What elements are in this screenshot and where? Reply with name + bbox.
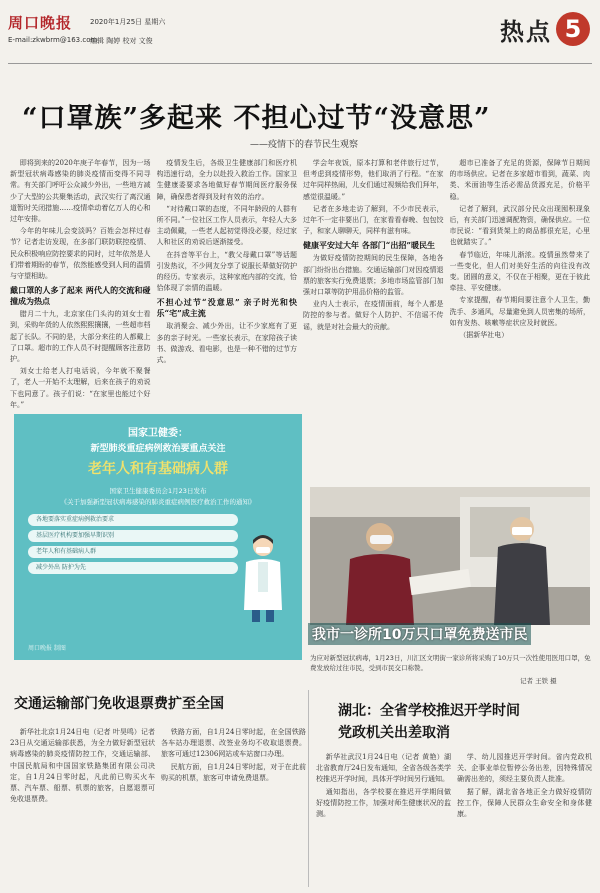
section-title: 热点	[500, 18, 552, 46]
article-column	[10, 727, 155, 887]
column-divider	[308, 690, 309, 887]
article3-headline: 湖北：全省学校推迟开学时间	[338, 703, 520, 719]
poster-item: 各地要落实重症病例救治要求	[28, 514, 238, 526]
paragraph: 超市已准备了充足的货源，保障节日期间的市场供应。记者在多家超市看到，蔬菜、肉类、米面油等生活必需品货源充足，价格平稳。	[449, 159, 590, 201]
paragraph: 业内人士表示，在疫情面前，每个人都是防控的参与者。做好个人防护、不信谣不传谣，就是对社会最大的贡献。	[303, 300, 444, 331]
paragraph: “对待戴口罩的态度，不同年龄段的人群有所不同。”一位社区工作人员表示，年轻人大多主动佩戴，一些老人起初觉得没必要，经过家人和社区的劝说后逐渐接受。	[156, 204, 297, 247]
article-column	[303, 158, 444, 410]
main-headline: “口罩族”多起来 不担心过节“没意思”	[22, 103, 491, 134]
paragraph: 刘女士给老人打电话说，今年就不聚餐了，老人一开始不太理解，后来在孩子的劝说下也同意了。孩子们说：“在家里也能过个好年。”	[10, 367, 151, 409]
paragraph: 新华社武汉1月24日电（记者 黄艳）湖北省教育厅24日发布通知，全省各级各类学校推迟开学时间，具体开学时间另行通知。	[316, 753, 451, 784]
masthead	[8, 6, 592, 64]
health-poster	[14, 414, 302, 660]
paragraph: （据新华社电）	[459, 331, 509, 340]
paragraph: 取消聚会、减少外出，让不少家庭有了更多的亲子时光。一些家长表示，在家陪孩子读书、做游戏、看电影，也是一种不错的过节方式。	[156, 322, 297, 365]
main-subhead: ——疫情下的春节民生观察	[250, 140, 359, 150]
article-column	[157, 158, 298, 410]
main-article-body	[10, 158, 590, 410]
paragraph: 据了解，湖北省各地正全力做好疫情防控工作，保障人民群众生命安全和身体健康。	[457, 787, 592, 819]
paragraph: 春节临近，年味儿渐浓。疫情虽然带来了一些变化，但人们对美好生活的向往没有改变。团圆的意义，不仅在于相聚，更在于彼此牵挂、平安健康。	[449, 250, 590, 293]
paragraph: 在抖音等平台上，“教父母戴口罩”等话题引发热议，不少网友分享了说服长辈做好防护的经历。专家表示，这种家庭内部的交流，恰恰体现了亲情的温暖。	[156, 250, 297, 293]
poster-line: 国家卫生健康委员会1月23日发布	[109, 487, 207, 495]
paragraph: 为做好疫情防控期间的民生保障，各地各部门纷纷出台措施。交通运输部门对因疫情退票的旅客实行免费退票；多地市场监管部门加强对口罩等防护用品价格的监管。	[303, 254, 444, 297]
article2-body	[10, 727, 306, 887]
poster-line: 《关于加强新型冠状病毒感染的肺炎重症病例医疗救治工作的通知》	[60, 498, 256, 506]
photo-headline: 我市一诊所10万只口罩免费送市民	[308, 623, 531, 645]
paragraph: 腊月二十九，北京家住门头沟的刘女士看到，采购年货的人依然熙熙攘攘，一些超市档起了长队。不同的是，大部分来往的人都戴上了口罩。超市的工作人员不时提醒顾客注意防护。	[10, 310, 151, 364]
paragraph: 民航方面，自1月24日零时起，对于在此前购买的机票，旅客可申请免费退票。	[161, 762, 306, 782]
paragraph: 即将到来的2020年庚子年春节，因为一场新型冠状病毒感染的肺炎疫情而变得不同寻常。有关部门呼吁公众减少外出，一些地方减少了大型的公共聚集活动，武汉实行了离汉通道暂时关闭措施……疫情牵动着亿万人的心和过年安排。	[10, 159, 151, 224]
article-column	[10, 158, 151, 410]
article-column	[161, 727, 306, 887]
poster-footer: 周口晚报 制图	[28, 645, 66, 652]
issue-date: 2020年1月25日 星期六	[90, 18, 166, 26]
paragraph: 学会年夜饭，原本打算和老伴旅行过节，但考虑到疫情形势，他们取消了行程。“在家过年同样热闹，儿女们通过视频给我们拜年，感觉很温暖。”	[303, 159, 444, 201]
doctor-illustration	[236, 532, 290, 624]
section-subhead: 戴口罩的人多了起来 两代人的交流和碰撞成为热点	[10, 285, 151, 307]
photo-credit: 记者 王铁 摄	[520, 677, 557, 685]
paragraph: 新华社北京1月24日电（记者 叶昊鸣）记者23日从交通运输部获悉，为全力做好新型冠状病毒感染的肺炎疫情防控工作，交通运输部、中国民航局和中国国家铁路集团有限公司决定，自1月24日零时起，凡此前已购买火车票、汽车票、船票、机票的旅客，自愿退票可免收退票费。	[10, 728, 155, 804]
poster-title-main: 新型肺炎重症病例救治要重点关注	[90, 444, 226, 454]
section-subhead: 健康平安过大年 各部门“出招”暖民生	[303, 240, 435, 251]
photo-scene	[310, 487, 590, 625]
paragraph: 通知指出，各学校要在推迟开学期间做好疫情防控工作，加强对师生健康状况的监测。	[316, 787, 451, 819]
paragraph: 铁路方面，自1月24日零时起，在全国铁路各车站办理退票、改签业务均不收取退票费。旅客可通过12306网站或车站窗口办理。	[161, 728, 306, 759]
newspaper-logo: 周口晚报	[8, 14, 73, 32]
article2-headline: 交通运输部门免收退票费扩至全国	[14, 696, 224, 712]
paragraph: 记者了解到，武汉部分民众出现囤积现象后，有关部门迅速调配物资，确保供应。一位市民说：“看到货架上的商品都很充足，心里也就踏实了。”	[449, 204, 590, 247]
poster-title-source: 国家卫健委：	[128, 428, 188, 439]
article-column	[316, 752, 451, 887]
photo-caption: 为应对新型冠状病毒，1月23日，川汇区文明街一家诊所将采购了10万只一次性使用医用口罩，免费发放给过往市民，受到市民交口称赞。	[310, 654, 591, 672]
article3-headline-line2: 党政机关出差取消	[338, 725, 450, 741]
clinic-photo	[310, 487, 590, 625]
article-column	[457, 752, 592, 887]
poster-title-highlight: 老年人和有基础病人群	[88, 461, 228, 477]
paragraph: 专家提醒，春节期间要注意个人卫生，勤洗手、多通风，尽量避免到人员密集的场所，如有发热、咳嗽等症状应及时就医。	[449, 296, 590, 327]
section-subhead: 不担心过节“没意思” 亲子时光和快乐“宅”成主流	[156, 297, 297, 319]
article3-body	[316, 752, 592, 887]
paragraph: 记者在多地走访了解到，不少市民表示，过年不一定非要出门，在家看看春晚、包包饺子，和家人聊聊天，同样有滋有味。	[303, 204, 444, 236]
page-number: 5	[556, 12, 590, 46]
poster-item: 基层医疗机构要加强早期识别	[28, 530, 238, 542]
paragraph: 疫情发生后，各级卫生健康部门和医疗机构迅速行动，全力以赴投入救治工作。国家卫生健康委要求各地做好春节期间医疗服务保障，确保患者得到及时有效的治疗。	[156, 159, 297, 201]
poster-item: 减少外出 防护为先	[28, 562, 238, 574]
article-column	[450, 158, 591, 410]
paragraph: 今年的年味儿会变淡吗？百姓会怎样过春节？记者走访发现，在多部门联防联控疫情、民众积极响应防控要求的同时，过年依然是人们带着期盼的春节，依然能感受到人间的温情与守望相助。	[10, 227, 151, 281]
editor-credits: 编辑 陶婷 校对 文俊	[90, 37, 153, 45]
poster-item: 老年人和有基础病人群	[28, 546, 238, 558]
paragraph: 学、幼儿园推迟开学时间。省内党政机关、企事业单位暂停公务出差，因特殊情况确需出差的，须经主要负责人批准。	[457, 753, 592, 784]
email-address: E-mail:zkwbrm@163.com	[8, 36, 98, 44]
